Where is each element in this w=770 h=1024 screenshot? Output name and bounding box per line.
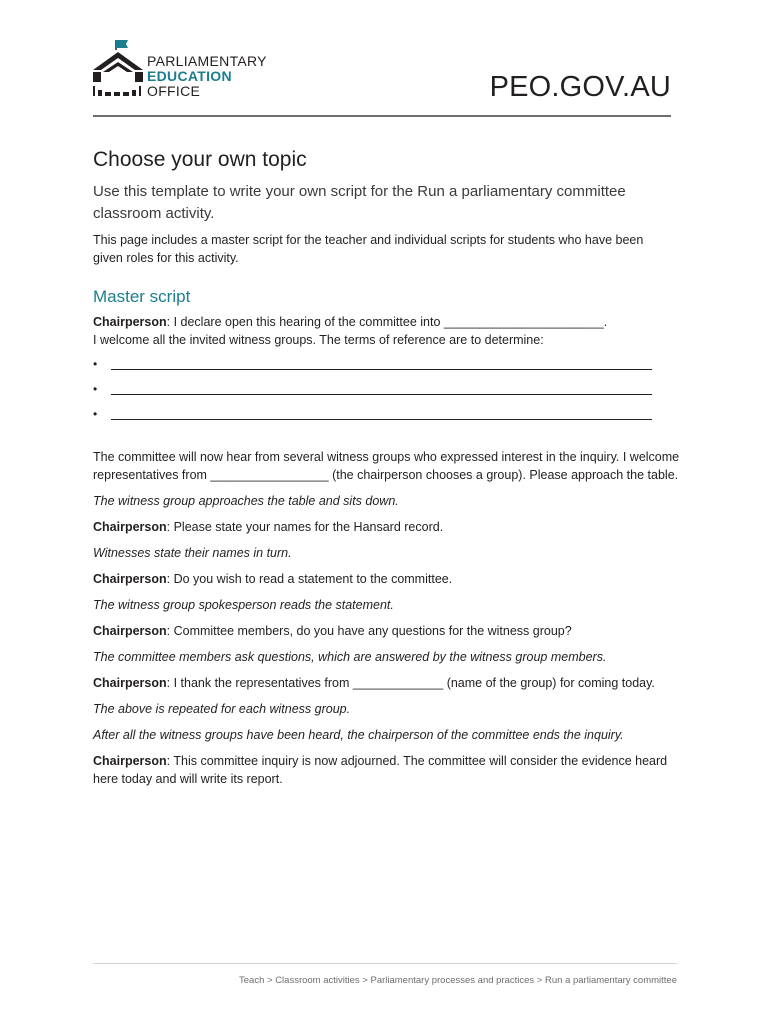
- stage-direction-names: Witnesses state their names in turn.: [93, 546, 292, 560]
- speaker-label: Chairperson: [93, 315, 167, 329]
- list-item: [93, 355, 683, 380]
- stage-direction-repeated: The above is repeated for each witness group.: [93, 702, 351, 716]
- master-script-heading: Master script: [93, 287, 191, 306]
- blank-line: [111, 369, 652, 370]
- open-text: : I declare open this hearing of the committee into _______________________.: [166, 315, 608, 329]
- script-thanks: [93, 674, 683, 692]
- thanks-text: : I thank the representatives from _____________ (name of the group) for coming today.: [166, 676, 655, 690]
- main-content: [93, 148, 683, 796]
- parliament-house-logo-icon: [93, 38, 143, 100]
- page-header: [93, 38, 671, 116]
- adjourned-text: : This committee inquiry is now adjourned. The committee will consider the evidence heard here today and will write its report.: [93, 754, 668, 786]
- stage-direction-spokesperson: The witness group spokesperson reads the statement.: [93, 598, 394, 612]
- description-text: This page includes a master script for the teacher and individual scripts for students who have been given roles for this activity.: [93, 233, 644, 265]
- intro-text: Use this template to write your own script for the Run a parliamentary committee classroom activity.: [93, 183, 626, 222]
- script-questions-prompt: [93, 622, 683, 640]
- speaker-label: Chairperson: [93, 754, 167, 768]
- header-divider: [93, 115, 671, 117]
- blank-line: [111, 394, 652, 395]
- stage-direction-approach: The witness group approaches the table and sits down.: [93, 494, 399, 508]
- names-request-text: : Please state your names for the Hansard record.: [166, 520, 444, 534]
- script-adjourned: [93, 752, 683, 788]
- speaker-label: Chairperson: [93, 676, 167, 690]
- breadcrumb[interactable]: Teach > Classroom activities > Parliamentary processes and practices > Run a parliamentary committee: [239, 975, 677, 986]
- bullet: •: [93, 382, 98, 396]
- script-open-line: [93, 313, 683, 331]
- questions-prompt-text: : Committee members, do you have any questions for the witness group?: [166, 624, 572, 638]
- peo-logo[interactable]: [93, 38, 283, 100]
- logo-wordmark: [147, 54, 267, 99]
- list-item: [93, 405, 683, 430]
- script-statement-request: [93, 570, 683, 588]
- script-welcome-line: I welcome all the invited witness groups. The terms of reference are to determine:: [93, 333, 544, 347]
- script-hear-paragraph: The committee will now hear from several witness groups who expressed interest in the inquiry. I welcome representatives from _________________ (the chairperson chooses a group). Please approach the table.: [93, 450, 680, 482]
- bullet: •: [93, 407, 98, 421]
- page-title: Choose your own topic: [93, 148, 307, 171]
- stage-direction-questions: The committee members ask questions, which are answered by the witness group members.: [93, 650, 607, 664]
- script-names-request: [93, 518, 683, 536]
- stage-direction-after-all: After all the witness groups have been heard, the chairperson of the committee ends the inquiry.: [93, 728, 624, 742]
- site-url[interactable]: PEO.GOV.AU: [489, 71, 671, 103]
- blank-line: [111, 419, 652, 420]
- footer-divider: [93, 963, 677, 964]
- logo-line-parliamentary: PARLIAMENTARY: [147, 53, 267, 69]
- logo-line-office: OFFICE: [147, 83, 201, 99]
- bullet: •: [93, 357, 98, 371]
- speaker-label: Chairperson: [93, 624, 167, 638]
- logo-line-education: EDUCATION: [147, 68, 232, 84]
- speaker-label: Chairperson: [93, 572, 167, 586]
- speaker-label: Chairperson: [93, 520, 167, 534]
- statement-request-text: : Do you wish to read a statement to the committee.: [166, 572, 453, 586]
- list-item: [93, 380, 683, 405]
- terms-of-reference-list: [93, 355, 683, 430]
